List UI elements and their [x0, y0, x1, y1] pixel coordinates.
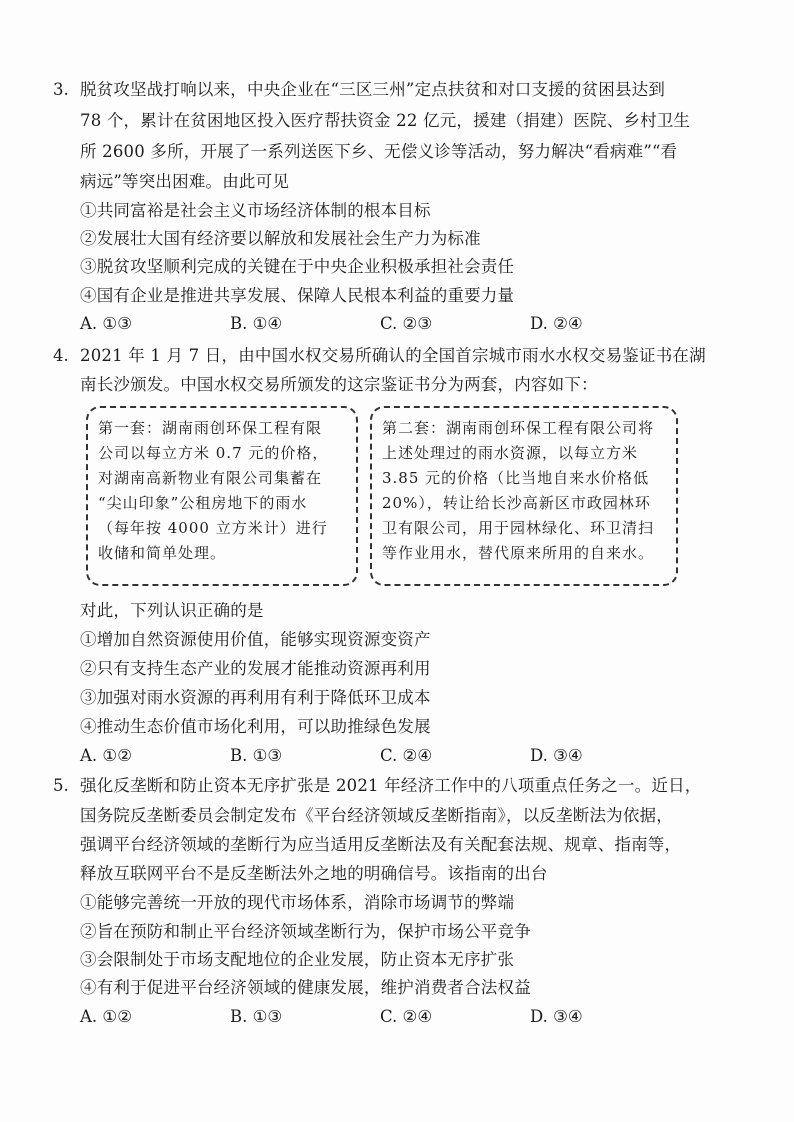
options-row	[80, 746, 700, 766]
statement-4: ④有利于促进平台经济领域的健康发展，维护消费者合法权益	[80, 978, 531, 997]
box-line: “尖山印象”公租房地下的雨水	[98, 494, 308, 512]
box-line: 收储和简单处理。	[98, 544, 227, 562]
question-number: 5.	[53, 776, 69, 795]
question-stem-line: 脱贫攻坚战打响以来，中央企业在“三区三州”定点扶贫和对口支援的贫困县达到	[80, 80, 666, 99]
option-a[interactable]: A. ①②	[80, 1007, 132, 1026]
question-stem-line: 强化反垄断和防止资本无序扩张是 2021 年经济工作中的八项重点任务之一。近日，	[80, 776, 702, 795]
box-line: 公司以每立方米 0.7 元的价格，	[98, 444, 329, 462]
option-a[interactable]: A. ①②	[80, 746, 132, 765]
box-line: 等作业用水，替代原来所用的自来水。	[382, 544, 655, 562]
statement-1: ①共同富裕是社会主义市场经济体制的根本目标	[80, 201, 431, 220]
statement-2: ②只有支持生态产业的发展才能推动资源再利用	[80, 659, 431, 678]
box-line: （每年按 4000 立方米计）进行	[98, 519, 328, 537]
option-d[interactable]: D. ③④	[530, 746, 583, 765]
question-stem-line: 78 个，累计在贫困地区投入医疗帮扶资金 22 亿元，援建（捐建）医院、乡村卫生	[80, 111, 691, 130]
box-line: 上述处理过的雨水资源，以每立方米	[382, 444, 639, 462]
options-row	[80, 1007, 700, 1027]
question-number: 4.	[53, 346, 69, 365]
option-c[interactable]: C. ②④	[380, 1007, 433, 1026]
box-line: 对湖南高新物业有限公司集蓄在	[98, 469, 323, 487]
option-a[interactable]: A. ①③	[80, 314, 132, 333]
statement-2: ②旨在预防和制止平台经济领域垄断行为，保护市场公平竞争	[80, 922, 531, 941]
question-stem-line: 释放互联网平台不是反垄断法外之地的明确信号。该指南的出台	[80, 864, 548, 883]
statement-4: ④国有企业是推进共享发展、保障人民根本利益的重要力量	[80, 286, 515, 305]
statement-1: ①能够完善统一开放的现代市场体系，消除市场调节的弊端	[80, 893, 515, 912]
box-line: 第二套：湖南雨创环保工程有限公司将	[382, 419, 655, 437]
certificate-box-set-2	[370, 406, 678, 586]
statement-4: ④推动生态价值市场化利用，可以助推绿色发展	[80, 717, 431, 736]
options-row	[80, 314, 700, 334]
box-line: 20%），转让给长沙高新区市政园林环	[382, 494, 651, 512]
question-stem-line: 2021 年 1 月 7 日，由中国水权交易所确认的全国首宗城市雨水水权交易鉴证书在湖	[80, 346, 706, 365]
statement-1: ①增加自然资源使用价值，能够实现资源变资产	[80, 630, 431, 649]
question-stem-line: 南长沙颁发。中国水权交易所颁发的这宗鉴证书分为两套，内容如下：	[80, 375, 598, 394]
option-b[interactable]: B. ①④	[230, 314, 283, 333]
option-d[interactable]: D. ③④	[530, 1007, 583, 1026]
question-stem-line: 国务院反垄断委员会制定发布《平台经济领域反垄断指南》，以反垄断法为依据，	[80, 806, 673, 825]
statement-3: ③脱贫攻坚顺利完成的关键在于中央企业积极承担社会责任	[80, 257, 515, 276]
question-prompt: 对此，下列认识正确的是	[80, 601, 264, 620]
box-line: 第一套：湖南雨创环保工程有限	[98, 419, 323, 437]
option-b[interactable]: B. ①③	[230, 746, 283, 765]
question-stem-line: 所 2600 多所，开展了一系列送医下乡、无偿义诊等活动，努力解决“看病难”“看	[80, 142, 678, 161]
option-c[interactable]: C. ②③	[380, 314, 433, 333]
question-stem-line: 病远”等突出困难。由此可见	[80, 172, 290, 191]
statement-3: ③会限制处于市场支配地位的企业发展，防止资本无序扩张	[80, 950, 515, 969]
box-line: 卫有限公司，用于园林绿化、环卫清扫	[382, 519, 655, 537]
question-number: 3.	[53, 80, 69, 99]
option-c[interactable]: C. ②④	[380, 746, 433, 765]
option-b[interactable]: B. ①③	[230, 1007, 283, 1026]
statement-2: ②发展壮大国有经济要以解放和发展社会生产力为标准	[80, 229, 481, 248]
option-d[interactable]: D. ②④	[530, 314, 583, 333]
statement-3: ③加强对雨水资源的再利用有利于降低环卫成本	[80, 688, 431, 707]
question-stem-line: 强调平台经济领域的垄断行为应当适用反垄断法及有关配套法规、规章、指南等，	[80, 835, 682, 854]
certificate-box-set-1	[86, 406, 358, 586]
box-line: 3.85 元的价格（比当地自来水价格低	[382, 469, 650, 487]
